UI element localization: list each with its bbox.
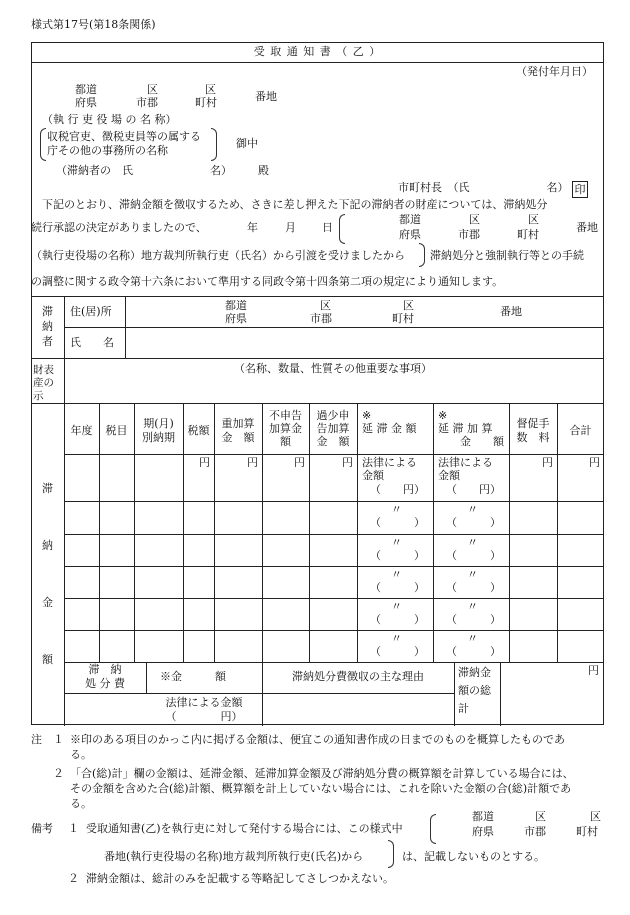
ditto-mark: 〃 (391, 568, 402, 581)
col-entai-mark: ※ (362, 409, 372, 422)
body-addr-ku2: 区 (528, 213, 539, 226)
onchu: 御中 (236, 137, 258, 150)
addr-ku: 区 (147, 83, 158, 96)
col-line (183, 403, 184, 662)
col-kasho3: 金 額 (316, 435, 350, 448)
col-line (557, 403, 558, 662)
col-zeimoku: 税目 (105, 424, 128, 437)
biko-addr-shigun: 市郡 (524, 825, 546, 838)
divider-name (64, 327, 604, 328)
ditto-paren: （ ） (446, 581, 501, 594)
body-month: 月 (285, 221, 296, 234)
row-line (64, 630, 604, 631)
row-line (64, 598, 604, 599)
col-entaika2: 金 額 (460, 435, 504, 448)
yen-tokusoku: 円 (542, 456, 553, 469)
col-juka1: 重加算 (221, 417, 255, 430)
footer-legal: 法律による金額 (165, 696, 243, 709)
body-line3a: （執行吏役場の名称）地方裁判所執行吏（氏名）から引渡を受けましたから (31, 249, 405, 262)
yen-fushin: 円 (294, 456, 305, 469)
row-line (64, 662, 604, 663)
biko1-a: 受取通知書(乙)を執行吏に対して発付する場合には、この様式中 (86, 822, 403, 835)
footer-divider (64, 693, 454, 694)
col-kinoki2: 別納期 (142, 431, 175, 444)
divider-property (31, 358, 604, 359)
body-bracket-right (419, 243, 425, 267)
office-name-label: （執 行 吏 役 場 の 名 称） (42, 113, 177, 126)
biko-addr-ku: 区 (535, 810, 546, 823)
ditto-mark: 〃 (467, 632, 478, 645)
entai-legal3: （ 円） (370, 483, 425, 496)
note2-c: る。 (70, 797, 92, 810)
note1-num: １ (53, 733, 64, 746)
footer-col (146, 662, 147, 693)
shobunhi2: 処 分 費 (85, 677, 125, 690)
col-entaika1: 延 滞 加 算 (438, 422, 493, 435)
body-bracket-left (339, 214, 345, 244)
delinquent-header: 滞納者 (42, 305, 53, 348)
body-line4: の調整に関する政令第十六条において準用する同政令第十四条第二項の規定により通知します。 (31, 275, 504, 288)
tax-office-line2: 庁その他の事務所の名称 (47, 144, 168, 157)
del-addr-chouson: 町村 (392, 312, 414, 325)
del-addr-todo: 都道 (225, 299, 247, 312)
col-entaika-mark: ※ (438, 409, 448, 422)
total-label1: 滞納金 (458, 666, 491, 679)
biko-addr-chouson: 町村 (576, 825, 598, 838)
ditto-mark: 〃 (467, 503, 478, 516)
note2-a: 「合(総)計」欄の金額は、延滞金額、延滞加算金額及び滞納処分費の概算額を計算している場合には、 (70, 767, 574, 780)
body-addr-shigun: 市郡 (458, 228, 480, 241)
addr-shigun: 市郡 (136, 96, 158, 109)
entai-legal2: 金額 (362, 469, 384, 482)
yen-kasho: 円 (342, 456, 353, 469)
biko2-a: 滞納金額は、総計のみを記載する等略記してさしつかえない。 (86, 872, 394, 885)
col-fushin3: 額 (280, 435, 291, 448)
body-addr-chouson: 町村 (517, 228, 539, 241)
biko-bracket-left (430, 814, 436, 844)
col-tokusoku2: 数 料 (516, 431, 550, 444)
note1-b: る。 (70, 748, 92, 761)
seal-mark: 印 (572, 181, 588, 198)
bracket-right (211, 128, 217, 161)
note2-num: ２ (53, 767, 64, 780)
col-line (357, 403, 358, 662)
body-line2: 続行承認の決定がありましたので、 (31, 221, 207, 234)
total-label3: 計 (458, 702, 469, 715)
col-gokei: 合計 (569, 424, 592, 437)
body-line1: 下記のとおり、滞納金額を徴収するため、さきに差し押えた下記の滞納者の財産については、滞納処分 (42, 198, 548, 211)
ditto-mark: 〃 (467, 536, 478, 549)
biko: 備考 (31, 822, 53, 835)
note-chu: 注 (31, 733, 42, 746)
property-header: 財表産の示 (33, 364, 54, 402)
footer-col (500, 662, 501, 726)
tax-office-line1: 収税官吏、徴税吏員等の属する (47, 130, 201, 143)
ditto-mark: 〃 (467, 600, 478, 613)
shobunhi1: 滞 納 (88, 663, 122, 676)
amount-header: 滞納金額 (42, 482, 53, 666)
mayor-name: 市町村長 （氏 名） (398, 181, 569, 194)
note2-b: その金額を含めた合(総)計額、概算額を計上していない場合には、これを除いた金額の合(総)計額であ (70, 782, 572, 795)
body-addr-fuken: 府県 (399, 228, 421, 241)
biko1-num: １ (68, 822, 79, 835)
biko-addr-ku2: 区 (590, 810, 601, 823)
row-line (64, 454, 604, 455)
col-kasho2: 告加算 (316, 422, 350, 435)
yen-zeigaku: 円 (199, 456, 210, 469)
col-juka2: 金 額 (221, 431, 255, 444)
ditto-mark: 〃 (391, 536, 402, 549)
ditto-mark: 〃 (467, 568, 478, 581)
note1-a: ※印のある項目のかっこ内に掲げる金額は、便宜この通知書作成の日までのものを概算したものであ (70, 733, 565, 746)
entaika-legal3: （ 円） (446, 483, 501, 496)
col-zeigaku: 税額 (187, 424, 210, 437)
address-label: 住(居)所 (70, 305, 112, 318)
divider-amount (31, 403, 604, 404)
col-nendo: 年度 (70, 424, 93, 437)
entai-legal1: 法律による (362, 456, 417, 469)
biko-addr-fuken: 府県 (472, 825, 494, 838)
ditto-paren: （ ） (370, 613, 425, 626)
bracket-left (40, 128, 46, 161)
ditto-paren: （ ） (370, 581, 425, 594)
shobunhi-kingaku: ※金 額 (160, 670, 226, 683)
ditto-mark: 〃 (391, 503, 402, 516)
yen-juka: 円 (247, 456, 258, 469)
col-line (99, 403, 100, 662)
divider-delinquent (31, 296, 604, 297)
del-addr-ku: 区 (320, 299, 331, 312)
addr-chouson: 町村 (195, 96, 217, 109)
ditto-paren: （ ） (446, 613, 501, 626)
body-addr-ku: 区 (469, 213, 480, 226)
form-title: 受 取 通 知 書 （ 乙 ） (253, 45, 382, 58)
col-kasho1: 過少申 (316, 409, 350, 422)
name-label: 氏 名 (70, 336, 114, 349)
ditto-mark: 〃 (391, 600, 402, 613)
col-fushin2: 加算金 (269, 422, 302, 435)
ditto-paren: （ ） (446, 549, 501, 562)
del-addr-banchi: 番地 (500, 305, 522, 318)
biko2-num: ２ (68, 872, 79, 885)
title-divider (31, 62, 604, 63)
body-day: 日 (322, 221, 333, 234)
row-line (64, 534, 604, 535)
ditto-paren: （ ） (446, 645, 501, 658)
body-line3b: 滞納処分と強制執行等との手続 (430, 249, 584, 262)
col-fushin1: 不申告 (269, 409, 302, 422)
entaika-legal1: 法律による (438, 456, 493, 469)
col-kinoki1: 期(月) (143, 417, 174, 430)
body-addr-todo: 都道 (399, 213, 421, 226)
row-line (64, 501, 604, 502)
addr-fuken: 府県 (75, 96, 97, 109)
addr-todo: 都道 (75, 83, 97, 96)
row-line (64, 566, 604, 567)
ditto-mark: 〃 (391, 632, 402, 645)
del-addr-fuken: 府県 (225, 312, 247, 325)
footer-col (454, 662, 455, 726)
del-addr-ku2: 区 (403, 299, 414, 312)
biko1-b: 番地(執行吏役場の名称)地方裁判所執行吏(氏名)から (104, 850, 364, 863)
total-yen: 円 (588, 664, 599, 677)
shobunhi-reason: 滞納処分費徴収の主な理由 (292, 670, 424, 683)
footer-legal-paren: （ 円） (165, 710, 243, 723)
col-entai1: 延 滞 金 額 (362, 422, 417, 435)
ditto-paren: （ ） (446, 516, 501, 529)
body-year: 年 (247, 221, 258, 234)
addr-banchi: 番地 (255, 90, 277, 103)
ditto-paren: （ ） (370, 516, 425, 529)
biko-addr-todo: 都道 (472, 810, 494, 823)
ditto-paren: （ ） (370, 645, 425, 658)
col-tokusoku1: 督促手 (516, 417, 550, 430)
delinquent-name-label: （滞納者の 氏 名） (56, 164, 232, 177)
biko-bracket-right (388, 840, 394, 868)
form-id: 様式第17号(第18条関係) (31, 18, 156, 31)
entaika-legal2: 金額 (438, 469, 460, 482)
body-addr-banchi: 番地 (576, 221, 598, 234)
biko1-c: は、記載しないものとする。 (402, 850, 545, 863)
property-note: （名称、数量、性質その他重要な事項） (234, 362, 432, 375)
dono: 殿 (258, 164, 269, 177)
addr-ku2: 区 (205, 83, 216, 96)
ditto-paren: （ ） (370, 549, 425, 562)
issue-date: （発付年月日） (516, 65, 593, 78)
yen-gokei: 円 (589, 456, 600, 469)
del-addr-shigun: 市郡 (310, 312, 332, 325)
col-line (433, 403, 434, 662)
total-label2: 額の総 (458, 684, 491, 697)
